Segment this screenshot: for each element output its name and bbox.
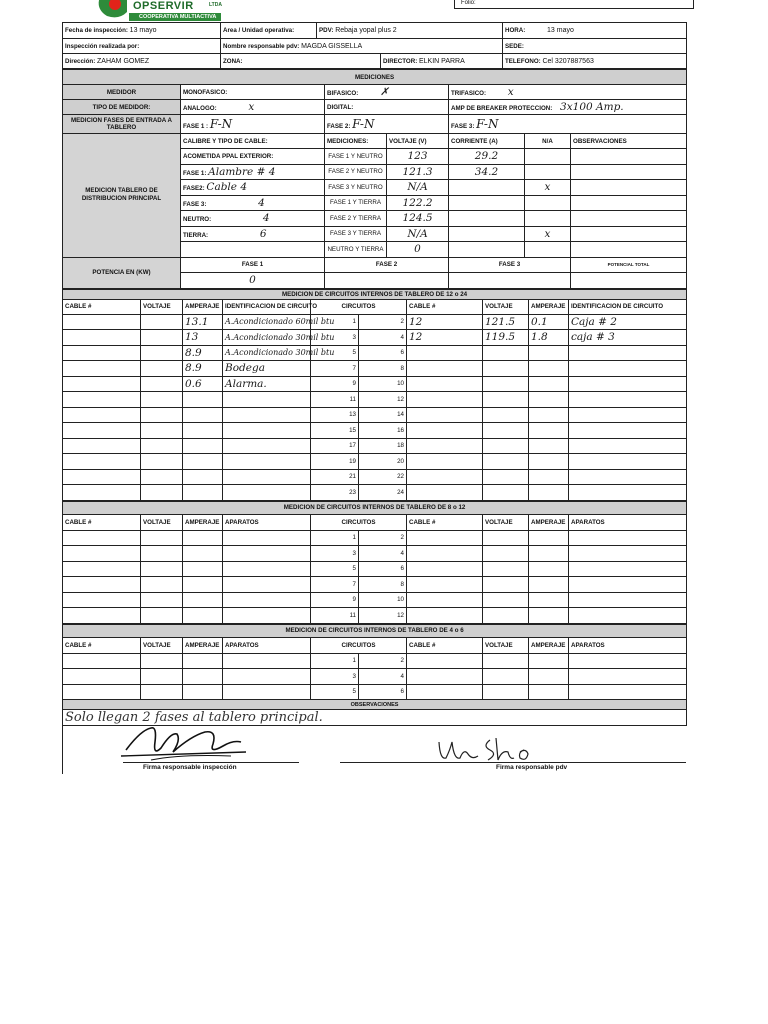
tablero-24-table (62, 289, 687, 501)
firma-inspeccion-label: Firma responsable inspección (143, 764, 237, 771)
bifasico-mark: ✗ (380, 86, 389, 98)
circuit-number: 2 (359, 653, 407, 669)
cable-value: 12 (407, 314, 483, 330)
firma-pdv-block (340, 732, 686, 776)
na-mark (525, 195, 571, 211)
cable-label: NEUTRO: (183, 216, 212, 224)
fases-entrada-label: MEDICION FASES DE ENTRADA A TABLERO (63, 115, 181, 134)
medicion-label: FASE 3 Y TIERRA (325, 226, 387, 242)
header-table (62, 22, 687, 69)
h-circuitos: CIRCUITOS (311, 514, 407, 530)
potencia-fase1-value: 0 (181, 272, 325, 288)
voltaje-value: 124.5 (387, 211, 449, 227)
pdv-value: Rebaja yopal plus 2 (335, 27, 397, 34)
na-mark (525, 242, 571, 258)
h-cable: CABLE # (63, 637, 141, 653)
h-aparatos-2: APARATOS (569, 637, 687, 653)
director-label: DIRECTOR: (383, 57, 418, 65)
circuit-number: 11 (311, 608, 359, 624)
tablero-12-title: MEDICION DE CIRCUITOS INTERNOS DE TABLERO DE 8 o 12 (63, 501, 687, 514)
identificacion-value: A.Acondicionado 30mil btu (223, 345, 311, 361)
amperaje-value: 1.8 (529, 330, 569, 346)
tablero-principal-label: MEDICION TABLERO DE DISTRIBUCION PRINCIPAL (63, 134, 181, 258)
table-row (63, 669, 687, 685)
col-corriente: CORRIENTE (A) (449, 134, 525, 149)
circuit-number: 5 (311, 684, 359, 700)
table-row (63, 577, 687, 593)
amperaje-value: 8.9 (183, 361, 223, 377)
amperaje-value: 0.6 (183, 376, 223, 392)
zona-label: ZONA: (221, 54, 381, 69)
corriente-value (449, 211, 525, 227)
table-row (63, 438, 687, 454)
table-row (63, 469, 687, 485)
circuit-number: 12 (359, 608, 407, 624)
corriente-value: 29.2 (449, 149, 525, 165)
pdv-label: PDV: (319, 27, 334, 34)
potencia-label: POTENCIA EN (KW) (63, 257, 181, 288)
col-voltaje: VOLTAJE (V) (387, 134, 449, 149)
h-voltaje-2: VOLTAJE (483, 637, 529, 653)
inspection-form (62, 22, 686, 726)
potencia-fase2-label: FASE 2 (325, 257, 449, 272)
voltaje-value: 0 (387, 242, 449, 258)
na-mark: x (525, 180, 571, 196)
h-voltaje-2: VOLTAJE (483, 514, 529, 530)
corriente-value: 34.2 (449, 164, 525, 180)
circuit-number: 7 (311, 577, 359, 593)
fase2-label: FASE 2: (327, 123, 351, 130)
cable-label: TIERRA: (183, 231, 209, 239)
tipo-medidor-label: TIPO DE MEDIDOR: (63, 100, 181, 115)
firma-inspeccion-line (123, 762, 299, 763)
medidor-label: MEDIDOR (63, 85, 181, 100)
h-voltaje: VOLTAJE (141, 637, 183, 653)
circuit-number: 13 (311, 407, 359, 423)
table-row (63, 361, 687, 377)
firma-inspeccion-block (62, 718, 303, 774)
circuit-number: 1 (311, 314, 359, 330)
h-cable-2: CABLE # (407, 514, 483, 530)
h-aparatos: APARATOS (223, 514, 311, 530)
folio-field (454, 0, 694, 9)
na-mark (525, 164, 571, 180)
circuit-number: 2 (359, 314, 407, 330)
responsable-label: Nombre responsable pdv: (223, 42, 300, 50)
area-label: Area / Unidad operativa: (221, 23, 317, 39)
company-logo (95, 0, 225, 22)
identificacion-value: Alarma. (223, 376, 311, 392)
tablero-24-title: MEDICION DE CIRCUITOS INTERNOS DE TABLERO DE 12 o 24 (63, 289, 687, 299)
h-identificacion: IDENTIFICACION DE CIRCUITO (223, 299, 311, 314)
na-mark (525, 149, 571, 165)
analogo-mark: x (248, 101, 255, 113)
fase2-value: F-N (352, 117, 375, 131)
table-row (63, 330, 687, 346)
direccion-label: Dirección: (65, 57, 96, 65)
circuit-number: 7 (311, 361, 359, 377)
corriente-value (449, 180, 525, 196)
amperaje-value: 13.1 (183, 314, 223, 330)
medicion-label: FASE 2 Y NEUTRO (325, 164, 387, 180)
bifasico-label: BIFASICO: (327, 90, 359, 97)
circuit-number: 6 (359, 345, 407, 361)
cable-label: FASE 1: (183, 169, 207, 177)
h-cable-2: CABLE # (407, 637, 483, 653)
folio-label: Folio: (461, 0, 476, 6)
circuit-number: 4 (359, 546, 407, 562)
sede-label: SEDE: (503, 39, 687, 54)
circuit-number: 5 (311, 345, 359, 361)
firma-pdv-label: Firma responsable pdv (496, 764, 568, 771)
firma-inspeccion-signature (121, 720, 251, 764)
circuit-number: 8 (359, 577, 407, 593)
circuit-number: 23 (311, 485, 359, 501)
circuit-number: 9 (311, 592, 359, 608)
h-voltaje-2: VOLTAJE (483, 299, 529, 314)
circuit-number: 19 (311, 454, 359, 470)
identificacion-value: Bodega (223, 361, 311, 377)
table-row (63, 392, 687, 408)
fase1-value: F-N (209, 117, 233, 131)
director-value: ELKIN PARRA (419, 57, 465, 65)
h-voltaje: VOLTAJE (141, 514, 183, 530)
circuit-number: 6 (359, 684, 407, 700)
h-cable: CABLE # (63, 299, 141, 314)
circuit-number: 22 (359, 469, 407, 485)
table-row (63, 530, 687, 546)
responsable-value: MAGDA GISSELLA (301, 42, 363, 50)
tablero-6-table (62, 624, 687, 727)
circuit-number: 18 (359, 438, 407, 454)
circuit-number: 3 (311, 546, 359, 562)
circuit-number: 20 (359, 454, 407, 470)
amperaje-value: 0.1 (529, 314, 569, 330)
na-mark (525, 211, 571, 227)
telefono-label: TELEFONO: (505, 57, 541, 65)
identificacion-value: Caja # 2 (569, 314, 687, 330)
firma-pdv-line (340, 762, 686, 763)
circuit-number: 9 (311, 376, 359, 392)
table-row (63, 485, 687, 501)
medicion-label: FASE 1 Y TIERRA (325, 195, 387, 211)
col-calibre: CALIBRE Y TIPO DE CABLE: (181, 134, 325, 149)
logo-subtitle: COOPERATIVA MULTIACTIVA (139, 14, 217, 20)
mediciones-table (62, 69, 687, 289)
h-circuitos: CIRCUITOS (311, 637, 407, 653)
circuit-number: 1 (311, 653, 359, 669)
firma-pdv-signature (434, 732, 544, 766)
h-amperaje-2: AMPERAJE (529, 514, 569, 530)
corriente-value (449, 242, 525, 258)
fecha-label: Fecha de inspección: (65, 27, 128, 34)
table-row (63, 684, 687, 700)
observaciones-title: OBSERVACIONES (63, 700, 687, 710)
circuit-number: 4 (359, 330, 407, 346)
cable-value: 12 (407, 330, 483, 346)
medicion-label: FASE 3 Y NEUTRO (325, 180, 387, 196)
corriente-value (449, 226, 525, 242)
amperaje-value: 8.9 (183, 345, 223, 361)
voltaje-value: N/A (387, 180, 449, 196)
mediciones-title: MEDICIONES (63, 70, 687, 85)
cable-value: 4 (262, 212, 270, 225)
h-cable: CABLE # (63, 514, 141, 530)
medicion-label: NEUTRO Y TIERRA (325, 242, 387, 258)
amperaje-value: 13 (183, 330, 223, 346)
circuit-number: 2 (359, 530, 407, 546)
inspeccion-label: Inspección realizada por: (63, 39, 221, 54)
tablero-12-table (62, 501, 687, 624)
h-amperaje: AMPERAJE (183, 514, 223, 530)
circuit-number: 3 (311, 669, 359, 685)
cable-label: FASE 3: (183, 200, 207, 208)
telefono-value: Cel 3207887563 (542, 57, 594, 65)
medicion-label: FASE 1 Y NEUTRO (325, 149, 387, 165)
h-amperaje-2: AMPERAJE (529, 637, 569, 653)
circuit-number: 15 (311, 423, 359, 439)
h-amperaje: AMPERAJE (183, 299, 223, 314)
circuit-number: 10 (359, 376, 407, 392)
fase3-value: F-N (476, 117, 499, 131)
circuit-number: 16 (359, 423, 407, 439)
h-aparatos: APARATOS (223, 637, 311, 653)
hora-label: HORA: (505, 27, 526, 34)
identificacion-value: A.Acondicionado 30mil btu (223, 330, 311, 346)
h-aparatos-2: APARATOS (569, 514, 687, 530)
circuit-number: 10 (359, 592, 407, 608)
voltaje-value: 123 (387, 149, 449, 165)
circuit-number: 14 (359, 407, 407, 423)
h-identificacion-2: IDENTIFICACION DE CIRCUITO (569, 299, 687, 314)
medicion-label: FASE 2 Y TIERRA (325, 211, 387, 227)
circuit-number: 1 (311, 530, 359, 546)
identificacion-value: caja # 3 (569, 330, 687, 346)
cable-value: 6 (259, 227, 267, 240)
potencia-fase3-label: FASE 3 (449, 257, 571, 272)
hora-value: 13 mayo (547, 27, 574, 34)
fase3-label: FASE 3: (451, 123, 475, 130)
circuit-number: 21 (311, 469, 359, 485)
observaciones-text: Solo llegan 2 fases al tablero principal. (63, 710, 687, 726)
cable-value: Cable 4 (206, 181, 248, 194)
circuit-number: 3 (311, 330, 359, 346)
voltaje-value: 119.5 (483, 330, 529, 346)
circuit-number: 11 (311, 392, 359, 408)
cable-value: 4 (258, 196, 265, 209)
voltaje-value: 122.2 (387, 195, 449, 211)
potencia-fase1-label: FASE 1 (181, 257, 325, 272)
table-row (63, 376, 687, 392)
table-row (63, 345, 687, 361)
col-na: N/A (525, 134, 571, 149)
col-mediciones: MEDICIONES: (325, 134, 387, 149)
circuit-number: 6 (359, 561, 407, 577)
col-observaciones: OBSERVACIONES (571, 134, 687, 149)
trifasico-label: TRIFASICO: (451, 90, 487, 97)
h-amperaje-2: AMPERAJE (529, 299, 569, 314)
circuit-number: 5 (311, 561, 359, 577)
circuit-number: 12 (359, 392, 407, 408)
digital-label: DIGITAL: (325, 100, 449, 115)
h-voltaje: VOLTAJE (141, 299, 183, 314)
voltaje-value: N/A (387, 226, 449, 242)
logo-brand: OPSERVIR (133, 0, 194, 12)
na-mark: x (525, 226, 571, 242)
voltaje-value: 121.5 (483, 314, 529, 330)
voltaje-value: 121.3 (387, 164, 449, 180)
fase1-label: FASE 1 : (183, 123, 209, 130)
analogo-label: ANALOGO: (183, 105, 217, 112)
amp-breaker-label: AMP DE BREAKER PROTECCION: (451, 105, 553, 112)
identificacion-value: A.Acondicionado 60mil btu (223, 314, 311, 330)
table-row (63, 423, 687, 439)
circuit-number: 8 (359, 361, 407, 377)
table-row (63, 561, 687, 577)
cable-value: Alambre # 4 (208, 165, 276, 178)
corriente-value (449, 195, 525, 211)
monofasico-label: MONOFASICO: (181, 85, 325, 100)
table-row (63, 546, 687, 562)
trifasico-mark: x (507, 86, 514, 98)
circuit-number: 24 (359, 485, 407, 501)
fecha-value: 13 mayo (129, 27, 157, 34)
table-row (63, 592, 687, 608)
h-circuitos: CIRCUITOS (311, 299, 407, 314)
h-cable-2: CABLE # (407, 299, 483, 314)
direccion-value: ZAHAM GOMEZ (97, 57, 150, 65)
circuit-number: 17 (311, 438, 359, 454)
cable-label: FASE2: (183, 185, 205, 193)
potencia-total-label: POTENCIAL TOTAL (571, 257, 687, 272)
table-row (63, 454, 687, 470)
table-row (63, 608, 687, 624)
circuit-number: 4 (359, 669, 407, 685)
cable-label: ACOMETIDA PPAL EXTERIOR: (183, 152, 274, 160)
h-amperaje: AMPERAJE (183, 637, 223, 653)
table-row (63, 653, 687, 669)
table-row (63, 407, 687, 423)
logo-ltda: LTDA (209, 2, 222, 8)
amp-breaker-value: 3x100 Amp. (560, 101, 624, 113)
table-row (63, 314, 687, 330)
tablero-6-title: MEDICION DE CIRCUITOS INTERNOS DE TABLERO DE 4 o 6 (63, 624, 687, 637)
